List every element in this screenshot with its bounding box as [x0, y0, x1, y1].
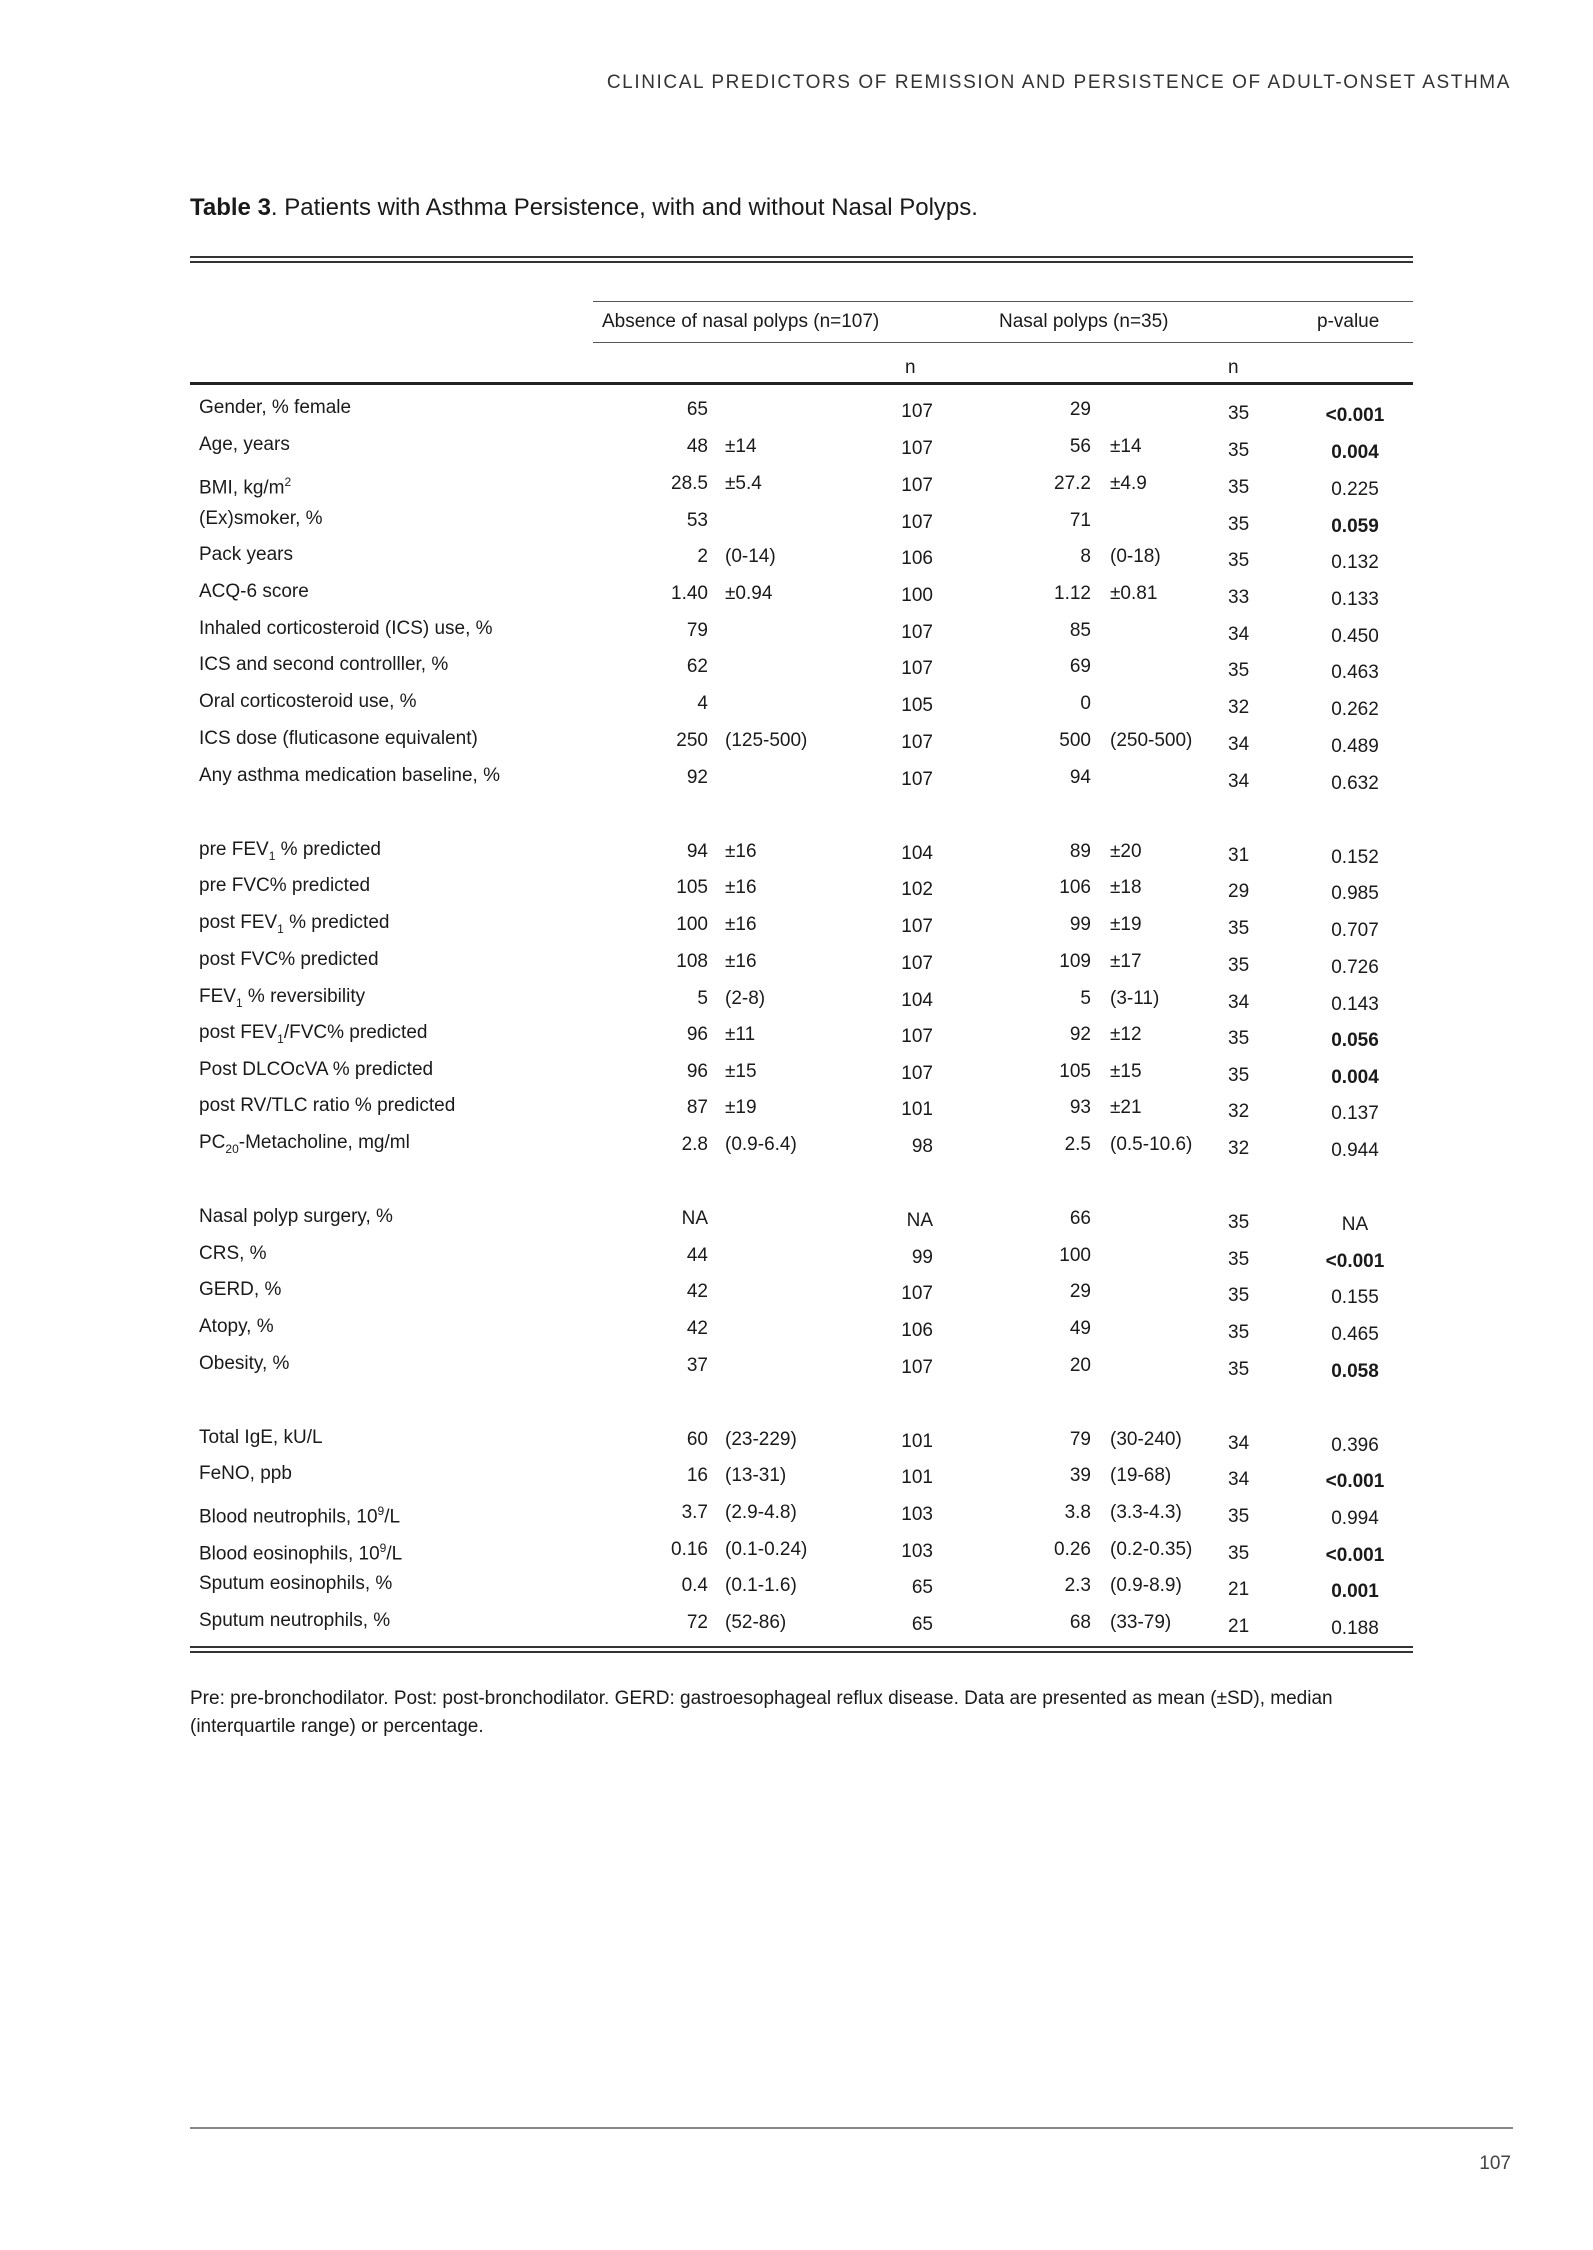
cell-value-group1: 28.5 [671, 473, 708, 494]
cell-pvalue: 0.262 [1331, 699, 1379, 720]
row-label: pre FVC% predicted [199, 875, 371, 896]
cell-value-group2: 2.3 [1064, 1575, 1091, 1596]
row-label: Pack years [199, 544, 293, 565]
cell-n-group2: 32 [1228, 697, 1250, 718]
cell-value-group1: 92 [686, 767, 708, 788]
cell-n-group1: 107 [901, 916, 933, 937]
cell-value-group2: 0.26 [1054, 1539, 1091, 1560]
cell-value-group2: 2.5 [1064, 1134, 1091, 1155]
cell-pvalue: NA [1341, 1214, 1369, 1235]
cell-dispersion-group2: ±15 [1110, 1061, 1142, 1082]
cell-value-group2: 1.12 [1054, 583, 1091, 604]
cell-n-group2: 21 [1228, 1579, 1250, 1600]
cell-dispersion-group1: (0.1-0.24) [725, 1539, 808, 1560]
cell-n-group2: 33 [1228, 587, 1250, 608]
cell-n-group2: 29 [1228, 881, 1250, 902]
cell-n-group1: 104 [901, 843, 933, 864]
cell-pvalue: 0.152 [1331, 847, 1379, 868]
cell-n-group2: 35 [1228, 1285, 1250, 1306]
cell-n-group1: 65 [911, 1577, 933, 1598]
cell-dispersion-group2: (30-240) [1110, 1429, 1182, 1450]
cell-dispersion-group1: (0.1-1.6) [725, 1575, 797, 1596]
row-label: Obesity, % [199, 1353, 290, 1374]
cell-value-group2: 109 [1059, 951, 1091, 972]
cell-n-group1: 106 [901, 1320, 933, 1341]
cell-value-group2: 3.8 [1064, 1502, 1091, 1523]
cell-n-group1: 107 [901, 512, 933, 533]
cell-value-group2: 49 [1069, 1318, 1091, 1339]
cell-value-group1: 4 [697, 693, 708, 714]
row-label: post $FEV_1$ % predicted [199, 912, 390, 936]
cell-dispersion-group2: (3.3-4.3) [1110, 1502, 1182, 1523]
cell-dispersion-group1: (13-31) [725, 1465, 787, 1486]
cell-value-group1: 2 [697, 546, 708, 567]
cell-value-group2: 69 [1069, 656, 1091, 677]
cell-n-group2: 35 [1228, 403, 1250, 424]
cell-value-group1: 79 [686, 620, 708, 641]
row-label: post FVC% predicted [199, 949, 379, 970]
cell-value-group2: 71 [1069, 510, 1091, 531]
cell-dispersion-group1: ±5.4 [725, 473, 762, 494]
cell-dispersion-group2: ±12 [1110, 1024, 1142, 1045]
cell-n-group1: 107 [901, 1357, 933, 1378]
row-label: FeNO, ppb [199, 1463, 292, 1484]
cell-n-group2: 35 [1228, 1028, 1250, 1049]
cell-value-group1: 72 [686, 1612, 708, 1633]
cell-pvalue: 0.004 [1331, 1067, 1379, 1088]
subheader-rule [593, 342, 1413, 343]
cell-dispersion-group2: ±19 [1110, 914, 1142, 935]
cell-dispersion-group1: (0-14) [725, 546, 776, 567]
cell-n-group2: 32 [1228, 1138, 1250, 1159]
cell-n-group2: 35 [1228, 1506, 1250, 1527]
cell-value-group1: 105 [676, 877, 708, 898]
cell-value-group2: 66 [1069, 1208, 1091, 1229]
cell-n-group1: 107 [901, 1063, 933, 1084]
cell-value-group1: 0.16 [671, 1539, 708, 1560]
cell-value-group2: 20 [1069, 1355, 1091, 1376]
cell-value-group2: 79 [1069, 1429, 1091, 1450]
cell-dispersion-group2: (0.2-0.35) [1110, 1539, 1193, 1560]
cell-dispersion-group1: (2.9-4.8) [725, 1502, 797, 1523]
cell-value-group1: 60 [686, 1429, 708, 1450]
group-header-rule [593, 301, 1413, 302]
cell-n-group2: 35 [1228, 1543, 1250, 1564]
cell-dispersion-group2: (33-79) [1110, 1612, 1172, 1633]
cell-value-group1: 100 [676, 914, 708, 935]
row-label: Atopy, % [199, 1316, 274, 1337]
cell-pvalue: 0.188 [1331, 1618, 1379, 1639]
cell-n-group2: 34 [1228, 1433, 1250, 1454]
cell-value-group2: 100 [1059, 1245, 1091, 1266]
cell-value-group2: 8 [1080, 546, 1091, 567]
cell-dispersion-group2: (19-68) [1110, 1465, 1172, 1486]
row-label: CRS, % [199, 1243, 267, 1264]
cell-value-group2: 99 [1069, 914, 1091, 935]
cell-n-group2: 35 [1228, 550, 1250, 571]
cell-dispersion-group1: ±11 [725, 1024, 756, 1045]
cell-dispersion-group2: (0.5-10.6) [1110, 1134, 1193, 1155]
cell-value-group1: 1.40 [671, 583, 708, 604]
cell-dispersion-group2: ±17 [1110, 951, 1142, 972]
cell-pvalue: 0.463 [1331, 662, 1379, 683]
header-group-absence: Absence of nasal polyps (n=107) [602, 311, 880, 332]
cell-value-group2: 0 [1080, 693, 1091, 714]
row-label: $PC_{20}$-Metacholine, mg/ml [199, 1132, 410, 1156]
cell-dispersion-group1: ±14 [725, 436, 757, 457]
cell-pvalue: 0.465 [1331, 1324, 1379, 1345]
row-label: Total IgE, kU/L [199, 1427, 323, 1448]
cell-n-group1: NA [906, 1210, 933, 1231]
cell-n-group2: 35 [1228, 477, 1250, 498]
table-top-double-rule [190, 256, 1413, 263]
cell-pvalue: 0.133 [1331, 589, 1379, 610]
cell-n-group1: 101 [901, 1431, 933, 1452]
cell-dispersion-group2: ±4.9 [1110, 473, 1147, 494]
row-label: ICS and second controlller, % [199, 654, 449, 675]
table-caption-label: Table 3 [190, 194, 271, 221]
cell-dispersion-group1: ±16 [725, 951, 757, 972]
row-label: post $FEV_1/FVC\%$ predicted [199, 1022, 428, 1046]
row-label: Blood neutrophils, $10^9/L$ [199, 1504, 401, 1528]
row-label: Sputum eosinophils, % [199, 1573, 393, 1594]
cell-pvalue: 0.707 [1331, 920, 1379, 941]
cell-pvalue: <0.001 [1325, 405, 1385, 426]
table-caption [190, 194, 978, 222]
cell-value-group2: 89 [1069, 841, 1091, 862]
cell-n-group1: 101 [901, 1467, 933, 1488]
cell-n-group1: 107 [901, 769, 933, 790]
cell-value-group1: 42 [686, 1281, 708, 1302]
row-label: Inhaled corticosteroid (ICS) use, % [199, 618, 493, 639]
cell-n-group1: 104 [901, 990, 933, 1011]
cell-n-group1: 99 [911, 1247, 933, 1268]
cell-pvalue: 0.489 [1331, 736, 1379, 757]
table-bottom-double-rule [190, 1646, 1413, 1653]
cell-n-group1: 98 [911, 1136, 933, 1157]
cell-value-group1: 3.7 [681, 1502, 708, 1523]
cell-value-group1: 5 [697, 988, 708, 1009]
cell-pvalue: <0.001 [1325, 1471, 1385, 1492]
cell-dispersion-group1: (125-500) [725, 730, 808, 751]
cell-n-group1: 106 [901, 548, 933, 569]
cell-n-group2: 35 [1228, 918, 1250, 939]
header-bottom-rule [190, 382, 1413, 385]
row-label: Gender, % female [199, 397, 352, 418]
cell-pvalue: 0.985 [1331, 883, 1379, 904]
cell-n-group1: 103 [901, 1541, 933, 1562]
header-n-group2: n [1228, 357, 1239, 378]
cell-pvalue: 0.396 [1331, 1435, 1379, 1456]
cell-value-group1: 87 [686, 1097, 708, 1118]
cell-dispersion-group2: (3-11) [1110, 988, 1160, 1009]
cell-pvalue: 0.058 [1331, 1361, 1379, 1382]
cell-pvalue: 0.225 [1331, 479, 1379, 500]
cell-dispersion-group2: (0.9-8.9) [1110, 1575, 1182, 1596]
cell-n-group2: 34 [1228, 624, 1250, 645]
cell-dispersion-group1: (0.9-6.4) [725, 1134, 797, 1155]
cell-n-group1: 107 [901, 953, 933, 974]
cell-value-group2: 105 [1059, 1061, 1091, 1082]
cell-value-group1: 37 [686, 1355, 708, 1376]
cell-dispersion-group1: ±15 [725, 1061, 757, 1082]
cell-n-group1: 102 [901, 879, 933, 900]
cell-pvalue: 0.450 [1331, 626, 1379, 647]
cell-pvalue: 0.944 [1331, 1140, 1379, 1161]
cell-n-group1: 101 [901, 1099, 933, 1120]
cell-value-group2: 29 [1069, 399, 1091, 420]
cell-dispersion-group1: ±0.94 [725, 583, 773, 604]
cell-n-group1: 105 [901, 695, 933, 716]
row-label: GERD, % [199, 1279, 282, 1300]
cell-n-group1: 107 [901, 1026, 933, 1047]
cell-n-group2: 35 [1228, 660, 1250, 681]
cell-value-group1: 48 [686, 436, 708, 457]
cell-n-group1: 107 [901, 401, 933, 422]
row-label: Any asthma medication baseline, % [199, 765, 500, 786]
cell-value-group2: 106 [1059, 877, 1091, 898]
running-head: CLINICAL PREDICTORS OF REMISSION AND PERSISTENCE OF ADULT-ONSET ASTHMA [606, 72, 1511, 93]
cell-value-group1: 96 [686, 1061, 708, 1082]
cell-n-group2: 34 [1228, 734, 1250, 755]
cell-value-group2: 93 [1069, 1097, 1091, 1118]
cell-value-group2: 500 [1059, 730, 1091, 751]
cell-value-group2: 94 [1069, 767, 1091, 788]
cell-value-group2: 29 [1069, 1281, 1091, 1302]
cell-n-group2: 35 [1228, 955, 1250, 976]
cell-value-group2: 5 [1080, 988, 1091, 1009]
cell-value-group1: 250 [676, 730, 708, 751]
row-label: Sputum neutrophils, % [199, 1610, 391, 1631]
cell-pvalue: 0.632 [1331, 773, 1379, 794]
cell-n-group1: 107 [901, 1283, 933, 1304]
cell-value-group1: NA [681, 1208, 708, 1229]
cell-n-group2: 35 [1228, 1065, 1250, 1086]
cell-value-group2: 85 [1069, 620, 1091, 641]
cell-n-group1: 107 [901, 622, 933, 643]
cell-value-group2: 68 [1069, 1612, 1091, 1633]
cell-n-group2: 34 [1228, 992, 1250, 1013]
table-footnote: Pre: pre-bronchodilator. Post: post-bronchodilator. GERD: gastroesophageal reflux disease. Data are presented as mean (±SD), median (interquartile range) or percentage. [190, 1688, 1333, 1737]
row-label: BMI, $kg/m^2$ [199, 475, 292, 499]
cell-dispersion-group1: (52-86) [725, 1612, 787, 1633]
cell-pvalue: 0.132 [1331, 552, 1379, 573]
row-label: (Ex)smoker, % [199, 508, 323, 529]
cell-pvalue: 0.137 [1331, 1103, 1379, 1124]
cell-n-group1: 107 [901, 732, 933, 753]
cell-value-group1: 16 [686, 1465, 708, 1486]
cell-value-group1: 53 [686, 510, 708, 531]
header-pvalue: p-value [1317, 311, 1380, 332]
cell-n-group1: 100 [901, 585, 933, 606]
header-n-group1: n [905, 357, 916, 378]
cell-n-group1: 107 [901, 438, 933, 459]
cell-n-group2: 35 [1228, 1322, 1250, 1343]
cell-n-group2: 35 [1228, 440, 1250, 461]
cell-pvalue: 0.056 [1331, 1030, 1379, 1051]
cell-value-group1: 2.8 [681, 1134, 708, 1155]
cell-dispersion-group2: ±14 [1110, 436, 1142, 457]
cell-n-group2: 31 [1228, 845, 1250, 866]
row-label: Blood eosinophils, $10^9/L$ [199, 1541, 403, 1565]
row-label: ACQ-6 score [199, 581, 309, 602]
cell-pvalue: 0.994 [1331, 1508, 1379, 1529]
cell-value-group2: 39 [1069, 1465, 1091, 1486]
cell-n-group2: 34 [1228, 1469, 1250, 1490]
cell-value-group2: 27.2 [1054, 473, 1091, 494]
row-label: $FEV_1$ % reversibility [199, 986, 366, 1010]
cell-n-group2: 35 [1228, 1359, 1250, 1380]
cell-value-group2: 92 [1069, 1024, 1091, 1045]
cell-value-group1: 42 [686, 1318, 708, 1339]
row-label: Age, years [199, 434, 290, 455]
cell-pvalue: 0.004 [1331, 442, 1379, 463]
page-number: 107 [1479, 2153, 1511, 2174]
cell-n-group1: 107 [901, 475, 933, 496]
cell-value-group1: 94 [686, 841, 708, 862]
header-group-polyps: Nasal polyps (n=35) [999, 311, 1169, 332]
cell-value-group1: 96 [686, 1024, 708, 1045]
cell-n-group1: 65 [911, 1614, 933, 1635]
cell-n-group2: 21 [1228, 1616, 1250, 1637]
table-caption-text: . Patients with Asthma Persistence, with and without Nasal Polyps. [270, 194, 978, 221]
cell-pvalue: <0.001 [1325, 1251, 1385, 1272]
cell-dispersion-group2: (250-500) [1110, 730, 1193, 751]
row-label: pre $FEV_1$ % predicted [199, 839, 382, 863]
cell-dispersion-group2: ±0.81 [1110, 583, 1158, 604]
row-label: ICS dose (fluticasone equivalent) [199, 728, 478, 749]
cell-dispersion-group1: (2-8) [725, 988, 766, 1009]
cell-value-group1: 62 [686, 656, 708, 677]
cell-pvalue: 0.143 [1331, 994, 1379, 1015]
cell-value-group1: 44 [686, 1245, 708, 1266]
cell-value-group1: 0.4 [681, 1575, 708, 1596]
cell-n-group1: 107 [901, 658, 933, 679]
cell-n-group2: 35 [1228, 1212, 1250, 1233]
cell-pvalue: 0.001 [1331, 1581, 1379, 1602]
cell-n-group2: 35 [1228, 1249, 1250, 1270]
row-label: Post DLCOcVA % predicted [199, 1059, 434, 1080]
cell-value-group1: 65 [686, 399, 708, 420]
page-bottom-rule [190, 2127, 1513, 2129]
cell-value-group2: 56 [1069, 436, 1091, 457]
cell-n-group1: 103 [901, 1504, 933, 1525]
row-label: post RV/TLC ratio % predicted [199, 1095, 456, 1116]
cell-dispersion-group1: ±16 [725, 841, 757, 862]
cell-pvalue: 0.059 [1331, 516, 1379, 537]
cell-dispersion-group2: ±21 [1110, 1097, 1142, 1118]
cell-dispersion-group2: (0-18) [1110, 546, 1161, 567]
cell-dispersion-group2: ±20 [1110, 841, 1142, 862]
cell-value-group1: 108 [676, 951, 708, 972]
cell-n-group2: 35 [1228, 514, 1250, 535]
cell-dispersion-group1: ±16 [725, 914, 757, 935]
cell-pvalue: 0.726 [1331, 957, 1379, 978]
cell-n-group2: 34 [1228, 771, 1250, 792]
cell-n-group2: 32 [1228, 1101, 1250, 1122]
row-label: Oral corticosteroid use, % [199, 691, 417, 712]
row-label: Nasal polyp surgery, % [199, 1206, 393, 1227]
cell-dispersion-group2: ±18 [1110, 877, 1142, 898]
cell-pvalue: 0.155 [1331, 1287, 1379, 1308]
cell-dispersion-group1: (23-229) [725, 1429, 797, 1450]
cell-dispersion-group1: ±19 [725, 1097, 757, 1118]
cell-dispersion-group1: ±16 [725, 877, 757, 898]
cell-pvalue: <0.001 [1325, 1545, 1385, 1566]
